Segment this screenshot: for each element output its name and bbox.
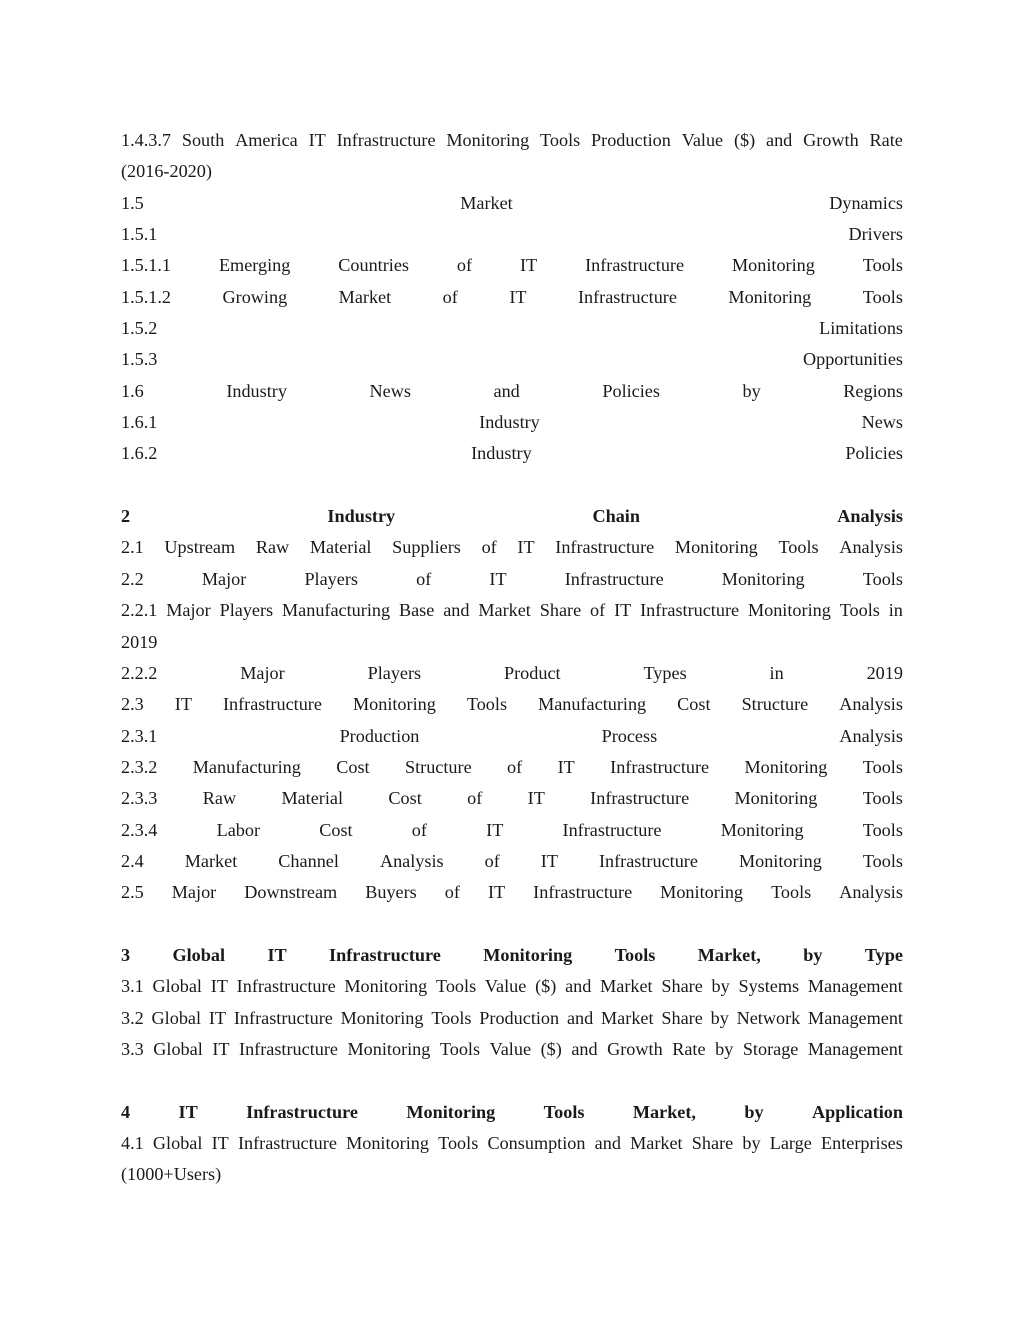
entry-word: IT [486,819,504,840]
toc-entry [121,627,903,658]
entry-word: Chain [592,506,640,527]
entry-word: Rate [869,130,903,150]
toc-entry [121,376,903,407]
toc-entry [121,188,903,219]
entry-word: Tools [862,568,903,589]
entry-word: Production [591,130,671,150]
entry-word: Monitoring [347,1038,431,1059]
entry-word: Monitoring [344,976,428,997]
entry-word: Share [539,600,582,621]
entry-word: Infrastructure [640,600,740,621]
entry-word: of [484,850,500,871]
entry-number: 2.3 [121,694,144,715]
entry-word: Tools [540,130,581,150]
entry-number: 4 [121,1101,131,1122]
entry-word: Monitoring [340,1007,424,1028]
entry-word: Tools [543,1101,585,1122]
entry-word: Infrastructure [236,976,336,997]
entry-word: by [742,380,761,401]
entry-word: Management [807,976,903,997]
entry-word: Growing [222,286,288,307]
entry-word: Types [643,662,687,683]
entry-word: and [493,380,520,401]
entry-word: Monitoring [728,286,812,307]
entry-word: South [181,130,225,150]
entry-word: IT [487,882,506,903]
entry-word: and [565,976,592,997]
section-spacer [121,909,903,940]
entry-word: Market [460,192,513,213]
entry-number: 3 [121,944,131,965]
entry-word: Value [489,1038,532,1059]
entry-word: and [594,1133,621,1153]
entry-word: Material [309,537,372,558]
entry-word: Major [240,662,285,683]
entry-word: Structure [404,756,472,777]
entry-number: 2.3.1 [121,725,158,746]
entry-word: ($) [540,1038,562,1059]
entry-word: Buyers [365,882,417,903]
entry-word: Share [661,976,703,997]
toc-entry [121,595,903,626]
entry-word: IT [210,976,228,997]
entry-word: Infrastructure [246,1101,358,1122]
entry-word: Manufacturing [192,756,301,777]
entry-word: Dynamics [829,192,903,213]
entry-word: Analysis [839,725,903,746]
entry-word: by [803,944,823,965]
entry-word: Opportunities [802,349,903,370]
toc-entry [121,815,903,846]
entry-word: Raw [255,537,290,558]
entry-word: Analysis [839,537,903,558]
toc-entry [121,721,903,752]
entry-word: Global [172,944,226,965]
entry-word: Infrastructure [239,1038,338,1059]
entry-word: Major [166,600,211,621]
entry-word: Type [864,944,903,965]
entry-word: Network [736,1007,801,1028]
entry-word: Monitoring [346,1133,429,1153]
entry-number: 2.3.3 [121,788,158,809]
entry-word: Analysis [839,694,903,715]
entry-word: Cost [336,756,370,777]
entry-word: IT [267,944,287,965]
entry-word: Monitoring [660,882,744,903]
entry-word: Infrastructure [233,1007,333,1028]
entry-word: of [507,756,523,777]
toc-entry [121,752,903,783]
entry-number: 1.5.1.1 [121,255,172,276]
entry-number: 1.6.2 [121,443,158,464]
entry-word: Tools [614,944,656,965]
entry-word: Application [812,1101,903,1122]
toc-entry [121,1128,903,1159]
entry-word: ($) [733,130,756,150]
entry-word: Storage [742,1038,799,1059]
entry-word: Cost [319,819,353,840]
entry-word: Infrastructure [336,130,436,150]
entry-word: by [711,976,730,997]
entry-word: Analysis [379,850,444,871]
entry-word: Analysis [837,506,903,527]
entry-word: Consumption [487,1133,586,1153]
section-heading [121,1097,903,1128]
entry-word: Production [479,1007,560,1028]
entry-word: Monitoring [483,944,573,965]
entry-word: Cost [388,788,422,809]
toc-entry [121,407,903,438]
entry-word: Countries [338,255,409,276]
entry-word: Drivers [848,224,903,245]
entry-word: Analysis [839,882,903,903]
entry-word: IT [178,1101,198,1122]
entry-word: Tools [466,694,508,715]
entry-word: Market [600,976,653,997]
entry-word: Global [152,1133,203,1153]
entry-word: Policies [845,443,903,464]
entry-number: 2.3.4 [121,819,158,840]
entry-word: IT [509,286,527,307]
entry-word: and [566,1007,594,1028]
entry-word: of [442,286,458,307]
entry-word: by [744,1101,764,1122]
entry-word: of [590,600,606,621]
entry-word: Monitoring [446,130,530,150]
entry-number: 1.4.3.7 [121,130,172,150]
entry-word: Monitoring [734,788,818,809]
entry-word: Tools [839,600,880,621]
entry-word: Growth [803,130,859,150]
entry-word: Infrastructure [237,1133,337,1153]
entry-word: of [444,882,460,903]
toc-entry [121,125,903,156]
entry-word: IT [517,537,535,558]
entry-word: of [411,819,427,840]
toc-entry [121,846,903,877]
entry-word: Regions [843,380,903,401]
entry-word: Structure [741,694,809,715]
entry-word: Tools [862,819,903,840]
entry-word: Monitoring [744,756,828,777]
entry-word: Industry [327,506,396,527]
toc-entry [121,156,903,187]
entry-word: America [235,130,298,150]
entry-number: 2.2 [121,568,144,589]
entry-word: Infrastructure [533,882,633,903]
entry-word: Market, [697,944,761,965]
entry-number: 1.6.1 [121,412,158,433]
entry-word: Tools [862,255,903,276]
section-spacer [121,1065,903,1096]
toc-entry [121,344,903,375]
entry-word: Rate [672,1038,706,1059]
entry-word: Market [601,1007,654,1028]
entry-number: 3.2 [121,1007,144,1028]
entry-word: Product [504,662,561,683]
entry-word: IT [557,756,575,777]
entry-word: Industry [226,380,287,401]
entry-word: Manufacturing [282,600,391,621]
entry-word: Growth [607,1038,663,1059]
entry-word: Industry [471,443,532,464]
entry-word: in [769,662,784,683]
toc-entry [121,1034,903,1065]
entry-word: Large [769,1133,812,1153]
entry-word: Infrastructure [564,568,664,589]
entry-word: Infrastructure [577,286,677,307]
entry-word: Tools [771,882,812,903]
entry-word: News [369,380,411,401]
entry-word: Infrastructure [610,756,710,777]
entry-word: Infrastructure [555,537,655,558]
entry-word: Tools [778,537,819,558]
entry-word: Industry [479,412,540,433]
entry-word: Monitoring [720,819,804,840]
toc-entry [121,282,903,313]
entry-word: IT [174,694,192,715]
entry-word: IT [489,568,507,589]
entry-word: Policies [602,380,660,401]
entry-word: Tools [431,1007,472,1028]
entry-number: 2 [121,506,131,527]
entry-number: 2019 [121,631,158,652]
toc-entry [121,313,903,344]
toc-entry [121,1159,903,1190]
entry-word: Production [339,725,420,746]
entry-word: Infrastructure [598,850,698,871]
toc-entry [121,438,903,469]
entry-word: Manufacturing [538,694,647,715]
entry-word: of [467,788,483,809]
entry-word: IT [208,1007,227,1028]
entry-word: Monitoring [352,694,436,715]
entry-word: of [456,255,473,276]
entry-word: Tools [436,976,477,997]
entry-word: Monitoring [731,255,815,276]
section-heading [121,501,903,532]
entry-word: Enterprises [821,1133,903,1153]
entry-number: 2.4 [121,850,144,871]
entry-word: Infrastructure [585,255,685,276]
entry-word: Major [201,568,247,589]
entry-word: Limitations [819,318,903,339]
entry-word: Players [367,662,422,683]
entry-word: Market [338,286,392,307]
entry-word: IT [212,1038,230,1059]
entry-word: Tools [862,788,903,809]
entry-word: Tools [862,286,903,307]
entry-word: Value [681,130,724,150]
entry-word: Major [171,882,217,903]
entry-word: by [742,1133,761,1153]
entry-word: IT [520,255,538,276]
entry-word: Share [691,1133,734,1153]
entry-word: IT [211,1133,229,1153]
entry-word: and [443,600,470,621]
entry-number: (2016-2020) [121,161,212,182]
entry-word: IT [614,600,632,621]
entry-word: Tools [438,1133,479,1153]
entry-word: Systems [738,976,800,997]
toc-entry [121,783,903,814]
entry-word: Downstream [244,882,338,903]
entry-word: Monitoring [747,600,831,621]
entry-word: Monitoring [674,537,758,558]
toc-entry [121,658,903,689]
entry-word: 2019 [866,662,903,683]
entry-word: Channel [278,850,339,871]
entry-word: Market, [632,1101,696,1122]
entry-number: 3.3 [121,1038,144,1059]
entry-word: by [715,1038,734,1059]
toc-entry [121,1003,903,1034]
entry-number: 1.5 [121,192,144,213]
entry-word: Infrastructure [222,694,322,715]
entry-word: Global [152,976,202,997]
entry-word: Material [281,788,344,809]
entry-word: Share [661,1007,703,1028]
section-spacer [121,470,903,501]
entry-number: (1000+Users) [121,1164,222,1185]
entry-word: Players [304,568,358,589]
entry-word: Tools [862,756,903,777]
entry-word: of [416,568,432,589]
toc-entry [121,689,903,720]
entry-word: Infrastructure [329,944,441,965]
entry-number: 2.2.2 [121,662,158,683]
entry-word: Cost [677,694,711,715]
entry-number: 2.2.1 [121,600,158,621]
toc-entry [121,219,903,250]
entry-word: and [571,1038,598,1059]
entry-word: Value [484,976,527,997]
toc-entry [121,532,903,563]
entry-word: IT [308,130,326,150]
entry-word: Global [153,1038,203,1059]
entry-number: 2.5 [121,882,144,903]
entry-word: Monitoring [406,1101,496,1122]
entry-number: 2.1 [121,537,144,558]
entry-word: News [861,412,903,433]
entry-word: Global [151,1007,202,1028]
entry-word: Management [807,1038,903,1059]
entry-word: Market [478,600,531,621]
entry-word: Tools [862,850,903,871]
toc-entry [121,250,903,281]
entry-word: Monitoring [738,850,822,871]
entry-number: 1.5.1 [121,224,158,245]
entry-number: 1.6 [121,380,144,401]
entry-word: Emerging [218,255,291,276]
entry-number: 1.5.3 [121,349,158,370]
toc-entry [121,564,903,595]
entry-word: of [481,537,497,558]
entry-number: 1.5.1.2 [121,286,172,307]
entry-word: and [766,130,793,150]
entry-word: Market [184,850,238,871]
entry-word: Labor [216,819,261,840]
entry-word: Players [219,600,274,621]
entry-word: Suppliers [392,537,461,558]
entry-word: IT [540,850,558,871]
entry-word: by [710,1007,729,1028]
entry-word: Raw [202,788,237,809]
entry-word: IT [527,788,545,809]
entry-number: 1.5.2 [121,318,158,339]
entry-word: Process [601,725,658,746]
toc-page [121,125,903,1191]
entry-word: Tools [439,1038,481,1059]
entry-word: Base [398,600,435,621]
entry-word: in [888,600,903,621]
entry-word: Upstream [164,537,236,558]
entry-word: Management [808,1007,903,1028]
entry-word: Infrastructure [562,819,662,840]
entry-word: Infrastructure [590,788,690,809]
entry-word: Market [630,1133,683,1153]
toc-entry [121,877,903,908]
entry-number: 2.3.2 [121,756,158,777]
section-heading [121,940,903,971]
entry-word: ($) [535,976,557,997]
entry-number: 3.1 [121,976,144,997]
entry-word: Monitoring [721,568,805,589]
toc-entry [121,971,903,1002]
entry-number: 4.1 [121,1133,144,1153]
